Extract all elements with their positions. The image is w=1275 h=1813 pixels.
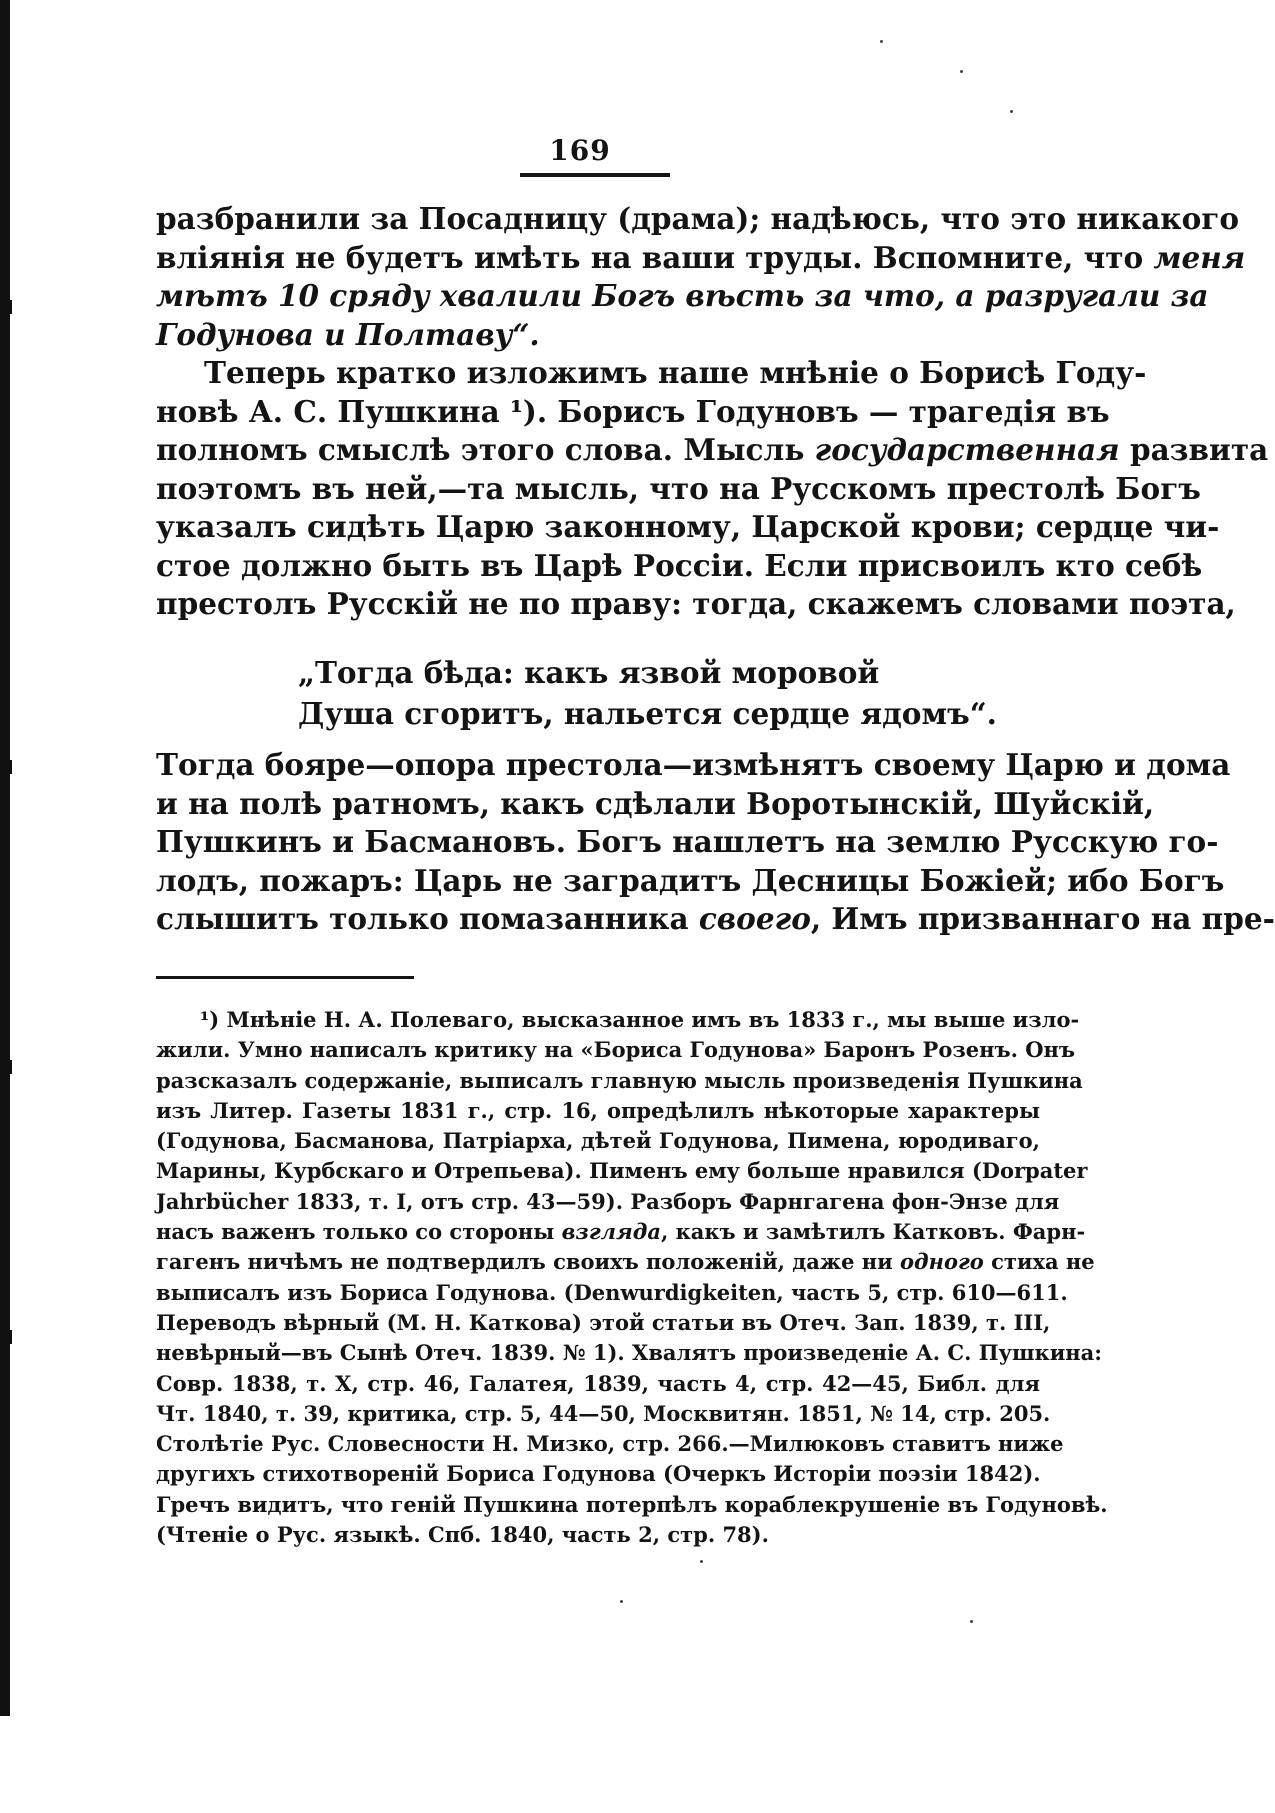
text-line: и на полѣ ратномъ, какъ сдѣлали Воротынскій, Шуйскій, [156,785,1155,821]
text-line: Тогда бояре—опора престола—измѣнятъ своему Царю и дома [156,747,1231,782]
italic-span: меня [1153,239,1246,275]
text-line: указалъ сидѣть Царю законному, Царской крови; сердце чи- [156,509,1220,544]
footnote-line: Jahrbücher 1833, т. I, отъ стр. 43—59). Разборъ Фарнгагена фон-Энзе для [156,1188,1060,1214]
italic-span: мѣтъ 10 сряду хвалили Богъ вѣсть за что, а разругали за [156,278,1209,313]
footnote-line: (Годунова, Басманова, Патріарха, дѣтей Годунова, Пимена, юродиваго, [156,1128,1040,1154]
page-number: 169 [549,134,611,167]
footnote-line: другихъ стихотвореній Бориса Годунова (Очеркъ Исторіи поэзіи 1842). [156,1461,1041,1487]
italic-span: своего [698,901,811,936]
text-span: вліянія не будетъ имѣть на ваши труды. Вспомните, что [156,239,1154,275]
footnote-line: Чт. 1840, т. 39, критика, стр. 5, 44—50, Москвитян. 1851, № 14, стр. 205. [156,1400,1051,1426]
book-spine-edge [0,0,10,1716]
italic-span: одного [900,1249,984,1275]
text-line: престолъ Русскій не по праву: тогда, скажемъ словами поэта, [156,586,1236,621]
italic-span: государственная [814,432,1120,467]
footnote-line [156,1247,1095,1277]
footnote-line: Совр. 1838, т. X, стр. 46, Галатея, 1839, часть 4, стр. 42—45, Библ. для [156,1370,1040,1396]
text-line: лодъ, пожаръ: Царь не заградитъ Десницы Божіей; ибо Богъ [156,862,1225,898]
verse-quote [298,652,997,734]
text-span: полномъ смыслѣ этого слова. Мысль [156,432,815,467]
text-line: новѣ А. С. Пушкина ¹). Борисъ Годуновъ — трагедія въ [156,393,1110,429]
footnote [156,1005,1108,1550]
paper-speck [700,1560,703,1563]
text-span: развита [1119,432,1269,467]
footnote-line: ¹) Мнѣніе Н. А. Полеваго, высказанное имъ въ 1833 г., мы выше изло- [200,1007,1080,1032]
text-line [156,431,1269,470]
text-span: насъ важенъ только со стороны [156,1219,562,1245]
footnote-line: Переводъ вѣрный (М. Н. Каткова) этой статьи въ Отеч. Зап. 1839, т. III, [156,1309,1051,1335]
footnote-rule [156,976,414,979]
footnote-line: выписалъ изъ Бориса Годунова. (Denwurdigkeiten, часть 5, стр. 610—611. [156,1279,1068,1305]
text-line [156,900,1275,939]
text-span: гагенъ ничѣмъ не подтвердилъ своихъ положеній, даже ни [156,1249,901,1275]
text-span: стиха не [983,1249,1095,1275]
footnote-line: невѣрный—въ Сынѣ Отеч. 1839. № 1). Хвалятъ произведеніе А. С. Пушкина: [156,1340,1103,1366]
paper-speck [960,70,963,73]
text-line: Пушкинъ и Басмановъ. Богъ нашлетъ на землю Русскую го- [156,824,1219,859]
footnote-line: Столѣтіе Рус. Словесности Н. Мизко, стр. 266.—Милюковъ ставитъ ниже [156,1431,1064,1457]
text-line [156,239,1246,278]
spine-notch [8,1330,12,1344]
text-span: слышитъ только помазанника [156,901,699,936]
italic-span: Годунова и Полтаву“. [156,316,540,352]
footnote-line: разсказалъ содержаніе, выписалъ главную мысль произведенія Пушкина [156,1067,1083,1093]
text-span: , какъ и замѣтилъ Катковъ. Фарн- [660,1219,1086,1245]
spine-notch [8,1060,12,1074]
footnote-line: Гречъ видитъ, что геній Пушкина потерпѣлъ кораблекрушеніе въ Годуновѣ. [156,1491,1108,1517]
text-line: Теперь кратко изложимъ наше мнѣніе о Борисѣ Году- [204,355,1147,390]
paper-speck [1010,110,1013,113]
verse-line: Душа сгоритъ, нальется сердце ядомъ“. [298,696,997,731]
footnote-line: (Чтеніе о Рус. языкѣ. Спб. 1840, часть 2, стр. 78). [156,1522,769,1548]
paper-speck [880,40,883,43]
text-line: разбранили за Посадницу (драма); надѣюсь, что это никакого [156,201,1240,236]
verse-line: „Тогда бѣда: какъ язвой моровой [298,655,880,690]
text-line [156,316,1040,355]
spine-notch [8,300,12,314]
spine-notch [8,760,12,774]
footnote-line: Марины, Курбскаго и Отрепьева). Пименъ ему больше нравился (Dorpater [156,1158,1088,1184]
text-line [156,277,1209,316]
footnote-line: жили. Умно написалъ критику на «Бориса Годунова» Баронъ Розенъ. Онъ [156,1037,1075,1063]
main-text-continued [156,746,1275,939]
italic-span: взгляда [561,1219,661,1245]
paper-speck [620,1600,623,1603]
paper-speck [970,1620,973,1623]
main-text [156,200,1269,624]
footnote-line [156,1217,1086,1247]
text-line: стое должно быть въ Царѣ Россіи. Если присвоилъ кто себѣ [156,547,1203,583]
text-line: поэтомъ въ ней,—та мысль, что на Русскомъ престолѣ Богъ [156,470,1201,506]
header-rule [520,173,670,177]
text-span: , Имъ призваннаго на пре- [810,901,1275,936]
footnote-line: изъ Литер. Газеты 1831 г., стр. 16, опредѣлилъ нѣкоторые характеры [156,1097,1040,1123]
